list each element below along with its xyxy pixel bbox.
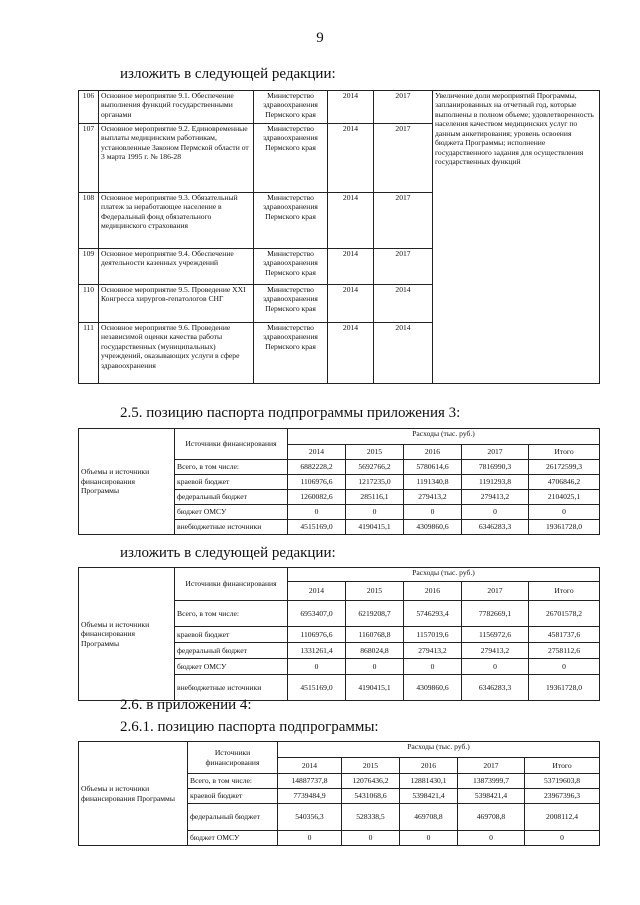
value-cell: 4309860,6 <box>404 520 462 535</box>
value-cell: 7739484,9 <box>278 789 342 804</box>
value-cell: 540356,3 <box>278 804 342 831</box>
value-cell: 279413,2 <box>404 643 462 659</box>
year-header: Итого <box>529 445 600 460</box>
source-label: бюджет ОМСУ <box>175 659 288 675</box>
executor: Министерство здравоохранения Пермского края <box>254 91 328 124</box>
sources-header: Источники финансирования <box>175 429 288 460</box>
start-year: 2014 <box>328 249 374 285</box>
expenses-header: Расходы (тыс. руб.) <box>288 568 600 582</box>
value-cell: 528338,5 <box>342 804 400 831</box>
value-cell: 285116,1 <box>346 490 404 505</box>
executor: Министерство здравоохранения Пермского края <box>254 193 328 249</box>
value-cell: 53719603,8 <box>525 774 600 789</box>
source-label: краевой бюджет <box>175 475 288 490</box>
source-label: Всего, в том числе: <box>188 774 278 789</box>
year-header: 2015 <box>346 582 404 601</box>
row-number: 106 <box>79 91 99 124</box>
row-number: 111 <box>79 323 99 384</box>
financing-table-new <box>78 567 600 701</box>
activities-table <box>78 90 600 384</box>
source-label: Всего, в том числе: <box>175 601 288 627</box>
heading-new-edition: изложить в следующей редакции: <box>120 66 336 82</box>
value-cell: 0 <box>404 659 462 675</box>
financing-label: Объемы и источники финансирования Программы <box>79 568 175 701</box>
value-cell: 1331261,4 <box>288 643 346 659</box>
value-cell: 279413,2 <box>462 643 529 659</box>
value-cell: 12881430,1 <box>400 774 458 789</box>
value-cell: 0 <box>288 505 346 520</box>
end-year: 2017 <box>374 124 433 193</box>
value-cell: 2104025,1 <box>529 490 600 505</box>
value-cell: 0 <box>288 659 346 675</box>
end-year: 2014 <box>374 285 433 323</box>
source-label: краевой бюджет <box>188 789 278 804</box>
value-cell: 868024,8 <box>346 643 404 659</box>
value-cell: 1191293,8 <box>462 475 529 490</box>
executor: Министерство здравоохранения Пермского края <box>254 323 328 384</box>
start-year: 2014 <box>328 91 374 124</box>
source-label: федеральный бюджет <box>188 804 278 831</box>
year-header: 2015 <box>346 445 404 460</box>
header-row <box>79 568 600 582</box>
year-header: 2016 <box>404 445 462 460</box>
executor: Министерство здравоохранения Пермского края <box>254 249 328 285</box>
year-header: 2016 <box>404 582 462 601</box>
financing-label: Объемы и источники финансирования Программы <box>79 742 188 846</box>
value-cell: 469708,8 <box>400 804 458 831</box>
value-cell: 469708,8 <box>458 804 525 831</box>
start-year: 2014 <box>328 193 374 249</box>
value-cell: 4515169,0 <box>288 520 346 535</box>
value-cell: 1106976,6 <box>288 627 346 643</box>
start-year: 2014 <box>328 285 374 323</box>
value-cell: 0 <box>278 831 342 846</box>
value-cell: 0 <box>346 505 404 520</box>
end-year: 2017 <box>374 91 433 124</box>
financing-label: Объемы и источники финансирования Программы <box>79 429 175 535</box>
year-header: Итого <box>529 582 600 601</box>
row-number: 108 <box>79 193 99 249</box>
table-row <box>79 91 600 124</box>
value-cell: 6953407,0 <box>288 601 346 627</box>
source-label: внебюджетные источники <box>175 520 288 535</box>
value-cell: 2008112,4 <box>525 804 600 831</box>
end-year: 2014 <box>374 323 433 384</box>
activity-name: Основное мероприятие 9.6. Проведение независимой оценки качества работы государственных (муниципальных) учреждений, оказывающих услуги в сфере здравоохранения <box>99 323 254 384</box>
row-number: 107 <box>79 124 99 193</box>
source-label: федеральный бюджет <box>175 643 288 659</box>
financing-table-app4 <box>78 741 600 846</box>
value-cell: 5692766,2 <box>346 460 404 475</box>
expected-result: Увеличение доли мероприятий Программы, запланированных на отчетный год, которые выполнены в полном объеме; удовлетворенность населения качеством медицинских услуг по данным анкетирования; уровень освоения бюджета Программы; исполнение государственного задания для осуществления государственных функций <box>433 91 600 384</box>
value-cell: 4190415,1 <box>346 675 404 701</box>
value-cell: 0 <box>342 831 400 846</box>
value-cell: 279413,2 <box>462 490 529 505</box>
value-cell: 6219208,7 <box>346 601 404 627</box>
value-cell: 6882228,2 <box>288 460 346 475</box>
value-cell: 0 <box>462 659 529 675</box>
header-row <box>79 742 600 758</box>
value-cell: 5398421,4 <box>458 789 525 804</box>
year-header: 2017 <box>462 582 529 601</box>
year-header: 2014 <box>288 582 346 601</box>
start-year: 2014 <box>328 323 374 384</box>
value-cell: 4581737,6 <box>529 627 600 643</box>
value-cell: 1156972,6 <box>462 627 529 643</box>
value-cell: 7782669,1 <box>462 601 529 627</box>
heading-section-2-6: 2.6. в приложении 4: <box>120 697 252 713</box>
year-header: 2017 <box>462 445 529 460</box>
header-row <box>79 429 600 445</box>
value-cell: 19361728,0 <box>529 520 600 535</box>
value-cell: 7816990,3 <box>462 460 529 475</box>
value-cell: 4309860,6 <box>404 675 462 701</box>
value-cell: 6346283,3 <box>462 675 529 701</box>
expenses-header: Расходы (тыс. руб.) <box>288 429 600 445</box>
value-cell: 0 <box>458 831 525 846</box>
activity-name: Основное мероприятие 9.3. Обязательный платеж за неработающее население в Федеральный фонд обязательного медицинского страхования <box>99 193 254 249</box>
heading-section-2-6-1: 2.6.1. позицию паспорта подпрограммы: <box>120 719 379 735</box>
year-header: 2016 <box>400 758 458 774</box>
value-cell: 0 <box>400 831 458 846</box>
value-cell: 14887737,8 <box>278 774 342 789</box>
source-label: федеральный бюджет <box>175 490 288 505</box>
source-label: внебюджетные источники <box>175 675 288 701</box>
value-cell: 26172599,3 <box>529 460 600 475</box>
value-cell: 4706846,2 <box>529 475 600 490</box>
value-cell: 1106976,6 <box>288 475 346 490</box>
end-year: 2017 <box>374 193 433 249</box>
financing-table-old <box>78 428 600 535</box>
value-cell: 26701578,2 <box>529 601 600 627</box>
activity-name: Основное мероприятие 9.2. Единовременные выплаты медицинским работникам, установленные Законом Пермской области от 3 марта 1995 г. № 186-28 <box>99 124 254 193</box>
heading-section-2-5: 2.5. позицию паспорта подпрограммы приложения 3: <box>120 405 461 421</box>
value-cell: 5398421,4 <box>400 789 458 804</box>
value-cell: 23967396,3 <box>525 789 600 804</box>
sources-header: Источники финансирования <box>188 742 278 774</box>
value-cell: 4515169,0 <box>288 675 346 701</box>
start-year: 2014 <box>328 124 374 193</box>
value-cell: 13873999,7 <box>458 774 525 789</box>
value-cell: 2758112,6 <box>529 643 600 659</box>
year-header: Итого <box>525 758 600 774</box>
row-number: 110 <box>79 285 99 323</box>
value-cell: 0 <box>525 831 600 846</box>
value-cell: 1260082,6 <box>288 490 346 505</box>
value-cell: 0 <box>404 505 462 520</box>
value-cell: 6346283,3 <box>462 520 529 535</box>
source-label: бюджет ОМСУ <box>188 831 278 846</box>
source-label: краевой бюджет <box>175 627 288 643</box>
activity-name: Основное мероприятие 9.1. Обеспечение выполнения функций государственными органами <box>99 91 254 124</box>
page-number: 9 <box>316 30 324 46</box>
value-cell: 279413,2 <box>404 490 462 505</box>
activity-name: Основное мероприятие 9.4. Обеспечение деятельности казенных учреждений <box>99 249 254 285</box>
value-cell: 0 <box>462 505 529 520</box>
expenses-header: Расходы (тыс. руб.) <box>278 742 600 758</box>
year-header: 2014 <box>288 445 346 460</box>
value-cell: 4190415,1 <box>346 520 404 535</box>
year-header: 2015 <box>342 758 400 774</box>
value-cell: 5780614,6 <box>404 460 462 475</box>
activity-name: Основное мероприятие 9.5. Проведение XXI Конгресса хирургов-гепатологов СНГ <box>99 285 254 323</box>
source-label: бюджет ОМСУ <box>175 505 288 520</box>
year-header: 2017 <box>458 758 525 774</box>
value-cell: 0 <box>529 659 600 675</box>
value-cell: 5431068,6 <box>342 789 400 804</box>
year-header: 2014 <box>278 758 342 774</box>
value-cell: 5746293,4 <box>404 601 462 627</box>
executor: Министерство здравоохранения Пермского края <box>254 124 328 193</box>
source-label: Всего, в том числе: <box>175 460 288 475</box>
value-cell: 1217235,0 <box>346 475 404 490</box>
heading-new-edition-2: изложить в следующей редакции: <box>120 545 336 561</box>
value-cell: 19361728,0 <box>529 675 600 701</box>
value-cell: 1157019,6 <box>404 627 462 643</box>
end-year: 2017 <box>374 249 433 285</box>
executor: Министерство здравоохранения Пермского края <box>254 285 328 323</box>
row-number: 109 <box>79 249 99 285</box>
value-cell: 0 <box>346 659 404 675</box>
value-cell: 12076436,2 <box>342 774 400 789</box>
value-cell: 1160768,8 <box>346 627 404 643</box>
sources-header: Источники финансирования <box>175 568 288 601</box>
value-cell: 0 <box>529 505 600 520</box>
value-cell: 1191340,8 <box>404 475 462 490</box>
